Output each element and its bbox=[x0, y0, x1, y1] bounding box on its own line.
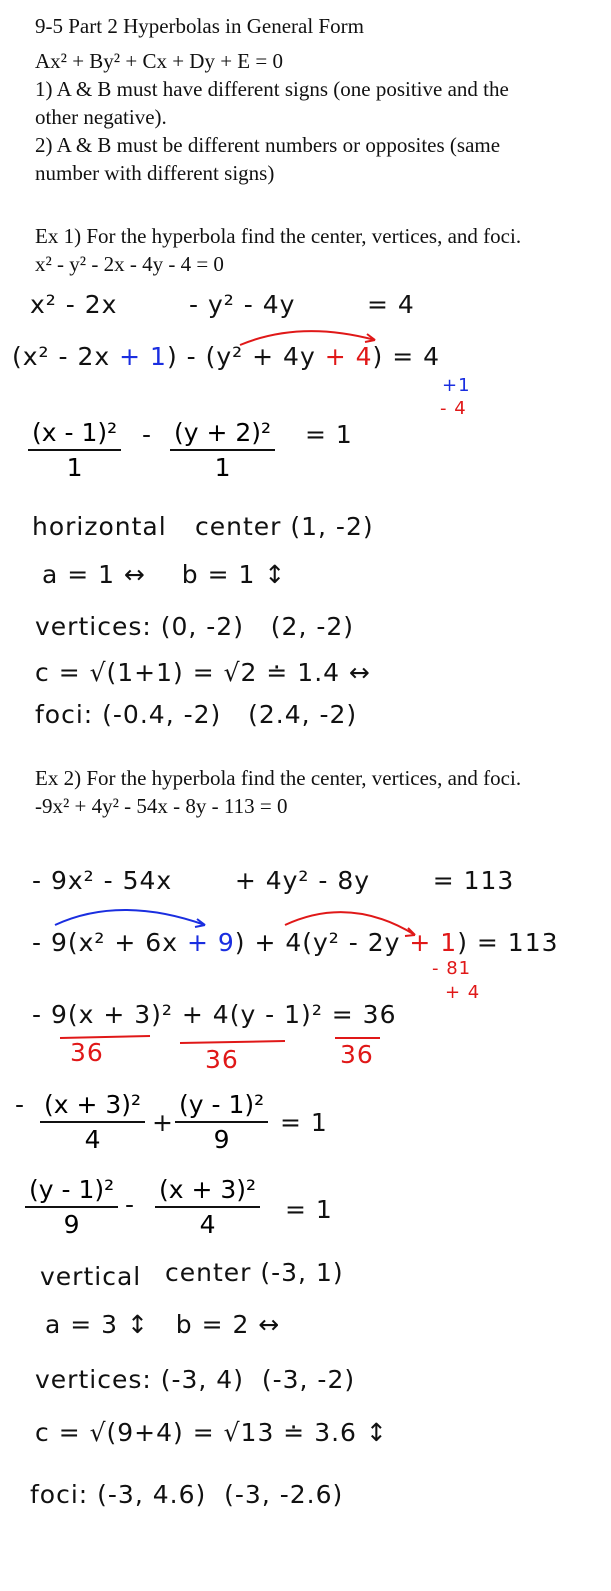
ex1-foci: foci: (-0.4, -2) (2.4, -2) bbox=[35, 700, 358, 729]
ex2-blue-arrow bbox=[55, 910, 205, 927]
ex2-side-plus-4: + 4 bbox=[445, 982, 481, 1003]
rule-1-line-1: 1) A & B must have different signs (one positive and the bbox=[35, 77, 509, 101]
ex2-add-1: + 1 bbox=[409, 928, 458, 957]
ex2-y-group: ) + 4(y² - 2y bbox=[234, 928, 410, 957]
ex2-plus: + bbox=[152, 1108, 174, 1137]
ex2-equals-1: = 1 bbox=[280, 1108, 328, 1137]
ex2-prompt: Ex 2) For the hyperbola find the center, vertices, and foci. bbox=[35, 766, 522, 790]
ex1-equals-1: = 1 bbox=[305, 420, 353, 449]
ex2-standard-minus: - bbox=[125, 1190, 136, 1219]
ex2-a-b: a = 3 ↕ b = 2 ↔ bbox=[45, 1310, 281, 1339]
ex1-orientation: horizontal bbox=[32, 512, 167, 541]
rule-1-line-2: other negative). bbox=[35, 105, 167, 129]
ex2-factored: - 9(x + 3)² + 4(y - 1)² = 36 bbox=[32, 1000, 397, 1029]
ex2-red-arrow bbox=[285, 912, 415, 936]
ex1-y-group: ) - (y² + 4y bbox=[166, 342, 325, 371]
ex1-x-group: (x² - 2x bbox=[12, 342, 120, 371]
ex1-fraction-y: $\frac{\text{(y + 2)²}}{1}$ bbox=[170, 418, 275, 482]
ex1-side-minus-4: - 4 bbox=[440, 398, 467, 419]
ex2-side-minus-81: - 81 bbox=[432, 958, 472, 979]
ex1-side-plus-1: +1 bbox=[442, 375, 471, 396]
ex2-x-group: - 9(x² + 6x bbox=[32, 928, 187, 957]
ex2-lead-minus: - bbox=[15, 1090, 26, 1119]
ex2-standard-equals: = 1 bbox=[285, 1195, 333, 1224]
ex1-a-b: a = 1 ↔ b = 1 ↕ bbox=[42, 560, 287, 589]
ex2-underline-b bbox=[180, 1041, 285, 1043]
ex1-c: c = √(1+1) = √2 ≐ 1.4 ↔ bbox=[35, 658, 371, 687]
ex2-fraction-y: $\frac{\text{(y - 1)²}}{9}$ bbox=[175, 1090, 268, 1154]
ex2-underline-a bbox=[60, 1036, 150, 1038]
page-title: 9-5 Part 2 Hyperbolas in General Form bbox=[35, 14, 364, 38]
ex1-red-arrow bbox=[240, 331, 375, 345]
ex2-standard-x: $\frac{\text{(x + 3)²}}{4}$ bbox=[155, 1175, 260, 1239]
ex2-c: c = √(9+4) = √13 ≐ 3.6 ↕ bbox=[35, 1418, 388, 1447]
ex1-vertices: vertices: (0, -2) (2, -2) bbox=[35, 612, 355, 641]
ex2-fraction-x: $\frac{\text{(x + 3)²}}{4}$ bbox=[40, 1090, 145, 1154]
ex2-foci: foci: (-3, 4.6) (-3, -2.6) bbox=[30, 1480, 344, 1509]
ex2-step-group: - 9x² - 54x + 4y² - 8y = 113 bbox=[32, 866, 515, 895]
ex2-add-9: + 9 bbox=[186, 928, 235, 957]
ex1-fraction-x: $\frac{\text{(x - 1)²}}{1}$ bbox=[28, 418, 121, 482]
ex1-rhs: ) = 4 bbox=[372, 342, 440, 371]
ex1-add-4: + 4 bbox=[324, 342, 373, 371]
ex2-divide-36-c: 36 bbox=[340, 1040, 374, 1069]
ex2-vertices: vertices: (-3, 4) (-3, -2) bbox=[35, 1365, 356, 1394]
rule-2-line-2: number with different signs) bbox=[35, 161, 275, 185]
ex1-prompt: Ex 1) For the hyperbola find the center, vertices, and foci. bbox=[35, 224, 522, 248]
ex2-equation: -9x² + 4y² - 54x - 8y - 113 = 0 bbox=[35, 794, 288, 818]
ex1-minus: - bbox=[142, 420, 153, 449]
ex1-equation: x² - y² - 2x - 4y - 4 = 0 bbox=[35, 252, 224, 276]
ex2-center: center (-3, 1) bbox=[165, 1258, 344, 1287]
ex2-rhs: ) = 113 bbox=[457, 928, 559, 957]
ex2-standard-y: $\frac{\text{(y - 1)²}}{9}$ bbox=[25, 1175, 118, 1239]
ex2-divide-36-b: 36 bbox=[205, 1045, 239, 1074]
ex1-add-1: + 1 bbox=[119, 342, 167, 371]
ex2-divide-36-a: 36 bbox=[70, 1038, 104, 1067]
ex2-orientation: vertical bbox=[40, 1262, 142, 1291]
ex1-step-group: x² - 2x - y² - 4y = 4 bbox=[30, 290, 415, 319]
rule-2-line-1: 2) A & B must be different numbers or opposites (same bbox=[35, 133, 501, 157]
ex1-center: center (1, -2) bbox=[195, 512, 374, 541]
general-form: Ax² + By² + Cx + Dy + E = 0 bbox=[35, 49, 283, 73]
